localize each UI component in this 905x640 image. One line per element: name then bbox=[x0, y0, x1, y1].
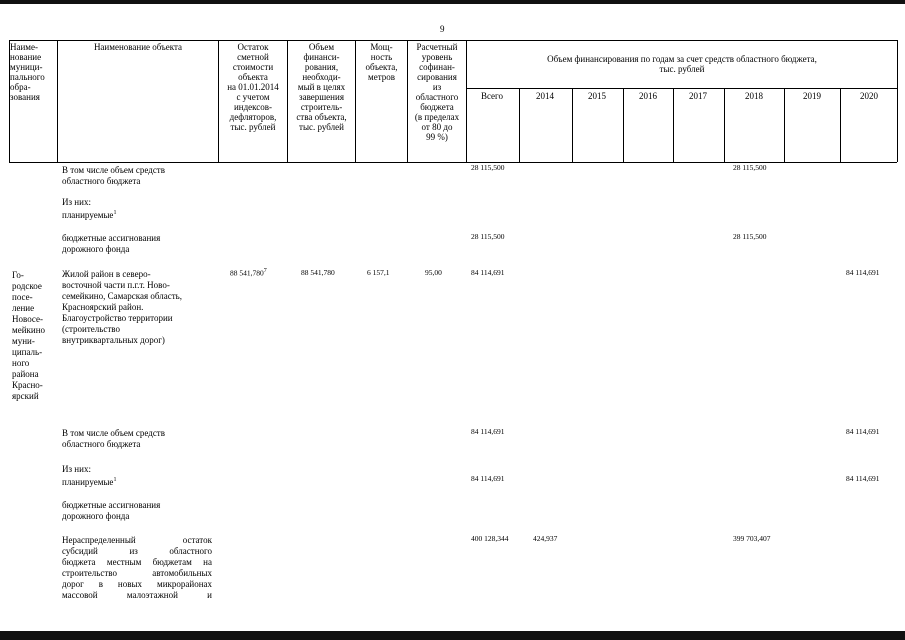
header-total: Всего bbox=[480, 91, 504, 101]
row-label-text: Из них: планируемые bbox=[62, 197, 114, 220]
cell-value: 88 541,780 bbox=[230, 268, 264, 278]
header-year-2015: 2015 bbox=[588, 91, 606, 101]
header-year-2020: 2020 bbox=[860, 91, 878, 101]
header-funding-volume: Объем финанси- рования, необходи- мый в целях завершения строитель- ства объекта, тыс. рублей bbox=[296, 42, 347, 132]
header-object: Наименование объекта bbox=[93, 42, 183, 52]
cell-2018: 399 703,407 bbox=[733, 534, 771, 543]
header-cofinancing-level: Расчетный уровень софинан- сирования из областного бюджета (в пределах от 80 до 99 %) bbox=[414, 42, 460, 142]
row-label-road-fund: бюджетные ассигнования дорожного фонда bbox=[62, 500, 161, 521]
cell-total: 84 114,691 bbox=[471, 268, 505, 277]
page-number: 9 bbox=[440, 24, 445, 34]
header-top-line bbox=[9, 40, 897, 41]
header-funding-by-years: Объем финансирования по годам за счет средств областного бюджета, тыс. рублей bbox=[547, 54, 817, 74]
col-divider bbox=[724, 88, 725, 162]
row-label-regional-budget: В том числе объем средств областного бюджета bbox=[62, 165, 165, 186]
cell-2018: 28 115,500 bbox=[733, 163, 767, 172]
cell-2020: 84 114,691 bbox=[846, 268, 880, 277]
header-year-2019: 2019 bbox=[803, 91, 821, 101]
header-year-2018: 2018 bbox=[745, 91, 763, 101]
cell-2014: 424,937 bbox=[533, 534, 558, 543]
cell-funding-volume: 88 541,780 bbox=[301, 268, 335, 277]
cell-total: 28 115,500 bbox=[471, 232, 505, 241]
header-remaining-cost: Остаток сметной стоимости объекта на 01.01.2014 с учетом индексов- дефляторов, тыс. рублей bbox=[227, 42, 279, 132]
cell-cofinancing-level: 95,00 bbox=[425, 268, 442, 277]
row-label-unallocated-balance bbox=[62, 535, 212, 601]
col-divider bbox=[57, 40, 58, 162]
cell-2020: 84 114,691 bbox=[846, 474, 880, 483]
col-divider bbox=[840, 88, 841, 162]
text-line: дорог в новых микрорайонах bbox=[62, 579, 212, 589]
footnote-marker: 1 bbox=[113, 477, 117, 483]
col-divider bbox=[519, 88, 520, 162]
row-label-planned bbox=[62, 197, 116, 221]
footnote-marker: 1 bbox=[113, 210, 117, 216]
cell-total: 84 114,691 bbox=[471, 474, 505, 483]
text-line: массовой малоэтажной и bbox=[62, 590, 212, 600]
row-label-regional-budget: В том числе объем средств областного бюджета bbox=[62, 428, 165, 449]
footnote-marker: 7 bbox=[263, 268, 267, 274]
header-capacity: Мощ- ность объекта, метров bbox=[365, 42, 398, 82]
header-year-2016: 2016 bbox=[639, 91, 657, 101]
cell-remaining-cost bbox=[230, 268, 267, 278]
bottom-border bbox=[0, 631, 905, 640]
row-label-planned bbox=[62, 464, 116, 488]
header-municipality: Наиме- нование муници- пального обра- зования bbox=[10, 42, 45, 102]
top-border bbox=[0, 0, 905, 4]
text-line: Нераспределенный остаток bbox=[62, 535, 212, 545]
object-name: Жилой район в северо- восточной части п.г.т. Ново- семейкино, Самарская область, Красноярский район. Благоустройство территории (строительство внутриквартальных дорог) bbox=[62, 269, 182, 345]
text-line: строительство автомобильных bbox=[62, 568, 212, 578]
col-divider bbox=[897, 40, 898, 162]
municipality-name: Го- родское посе- ление Новосе- мейкино муни- ципаль- ного района Красно- ярский bbox=[12, 270, 46, 401]
cell-2020: 84 114,691 bbox=[846, 427, 880, 436]
text-line: бюджета местным бюджетам на bbox=[62, 557, 212, 567]
cell-capacity: 6 157,1 bbox=[367, 268, 390, 277]
row-label-road-fund: бюджетные ассигнования дорожного фонда bbox=[62, 233, 161, 254]
row-label-text: Из них: планируемые bbox=[62, 464, 114, 487]
cell-total: 28 115,500 bbox=[471, 163, 505, 172]
cell-total: 84 114,691 bbox=[471, 427, 505, 436]
years-line bbox=[466, 88, 897, 89]
cell-2018: 28 115,500 bbox=[733, 232, 767, 241]
header-year-2017: 2017 bbox=[689, 91, 707, 101]
header-year-2014: 2014 bbox=[536, 91, 554, 101]
cell-total: 400 128,344 bbox=[471, 534, 509, 543]
text-line: субсидий из областного bbox=[62, 546, 212, 556]
col-divider bbox=[784, 88, 785, 162]
